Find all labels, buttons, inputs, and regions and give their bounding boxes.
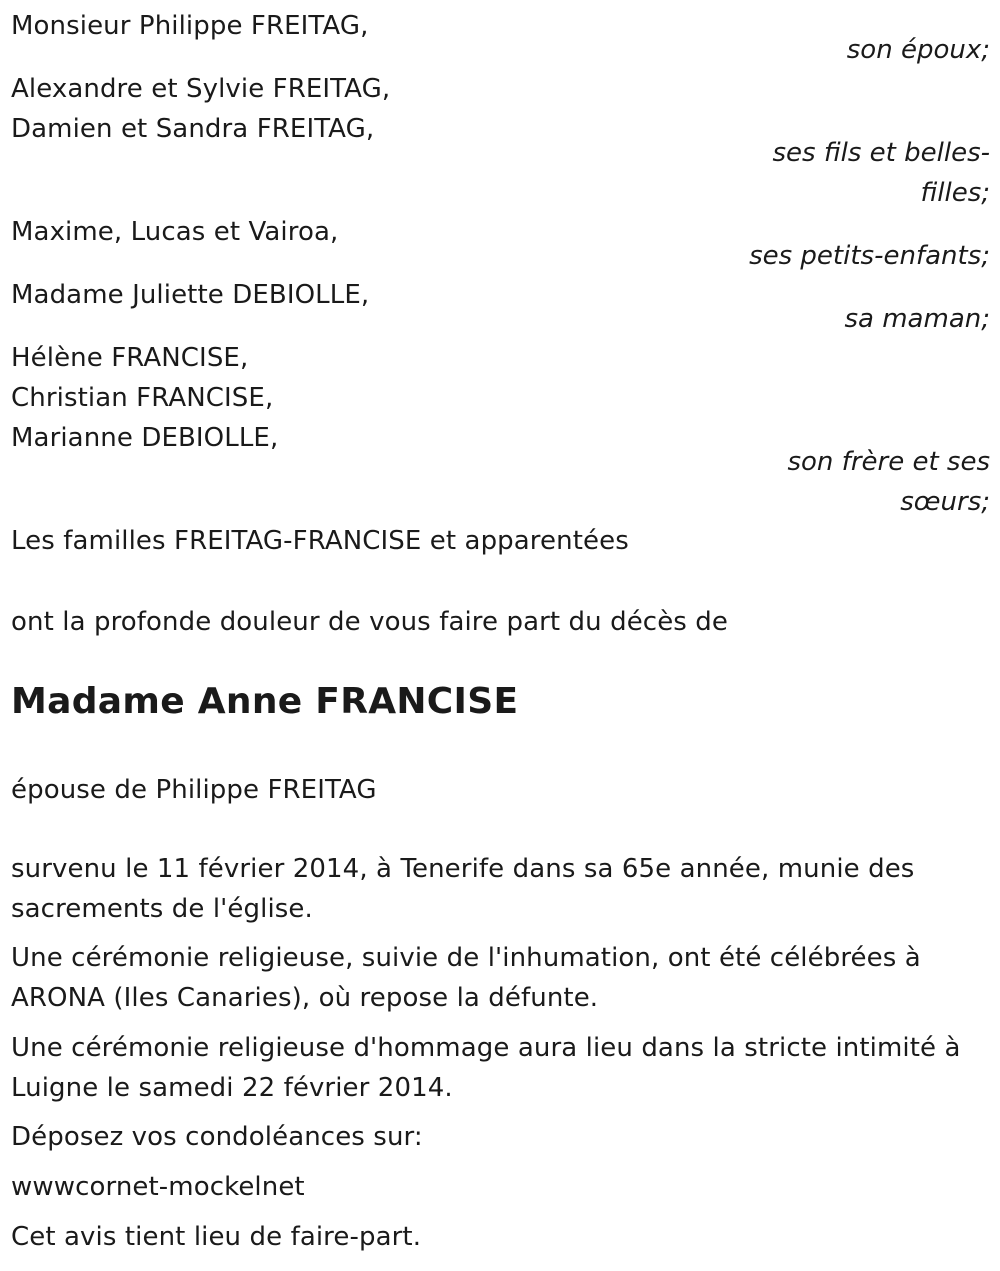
- closing-note: Cet avis tient lieu de faire-part.: [11, 1222, 422, 1252]
- grandchildren-names: Maxime, Lucas et Vairoa,: [11, 217, 339, 247]
- tribute-line-2: Luigne le samedi 22 février 2014.: [11, 1073, 453, 1103]
- ceremony-line-1: Une cérémonie religieuse, suivie de l'inhumation, ont été célébrées à: [11, 943, 921, 973]
- mother-role: sa maman;: [844, 304, 990, 334]
- children-line-1: Alexandre et Sylvie FREITAG,: [11, 74, 391, 104]
- children-role-line-2: filles;: [920, 178, 990, 208]
- children-role-line-1: ses fils et belles-: [772, 138, 990, 168]
- condolences-label: Déposez vos condoléances sur:: [11, 1122, 423, 1152]
- spouse-of-text: épouse de Philippe FREITAG: [11, 775, 377, 805]
- tribute-line-1: Une cérémonie religieuse d'hommage aura lieu dans la stricte intimité à: [11, 1033, 961, 1063]
- condolences-website: wwwcornet-mockelnet: [11, 1172, 305, 1202]
- intro-text: ont la profonde douleur de vous faire part du décès de: [11, 607, 729, 637]
- death-details-line-1: survenu le 11 février 2014, à Tenerife dans sa 65e année, munie des: [11, 854, 915, 884]
- siblings-role-line-1: son frère et ses: [787, 447, 990, 477]
- deceased-name: Madame Anne FRANCISE: [11, 681, 519, 722]
- sibling-2: Christian FRANCISE,: [11, 383, 274, 413]
- children-line-2: Damien et Sandra FREITAG,: [11, 114, 375, 144]
- extended-families: Les familles FREITAG-FRANCISE et apparentées: [11, 526, 629, 556]
- ceremony-line-2: ARONA (Iles Canaries), où repose la défunte.: [11, 983, 599, 1013]
- sibling-3: Marianne DEBIOLLE,: [11, 423, 279, 453]
- spouse-name: Monsieur Philippe FREITAG,: [11, 11, 369, 41]
- grandchildren-role: ses petits-enfants;: [749, 241, 990, 271]
- death-details-line-2: sacrements de l'église.: [11, 894, 313, 924]
- mother-name: Madame Juliette DEBIOLLE,: [11, 280, 370, 310]
- sibling-1: Hélène FRANCISE,: [11, 343, 249, 373]
- siblings-role-line-2: sœurs;: [900, 487, 990, 517]
- spouse-role: son époux;: [846, 35, 990, 65]
